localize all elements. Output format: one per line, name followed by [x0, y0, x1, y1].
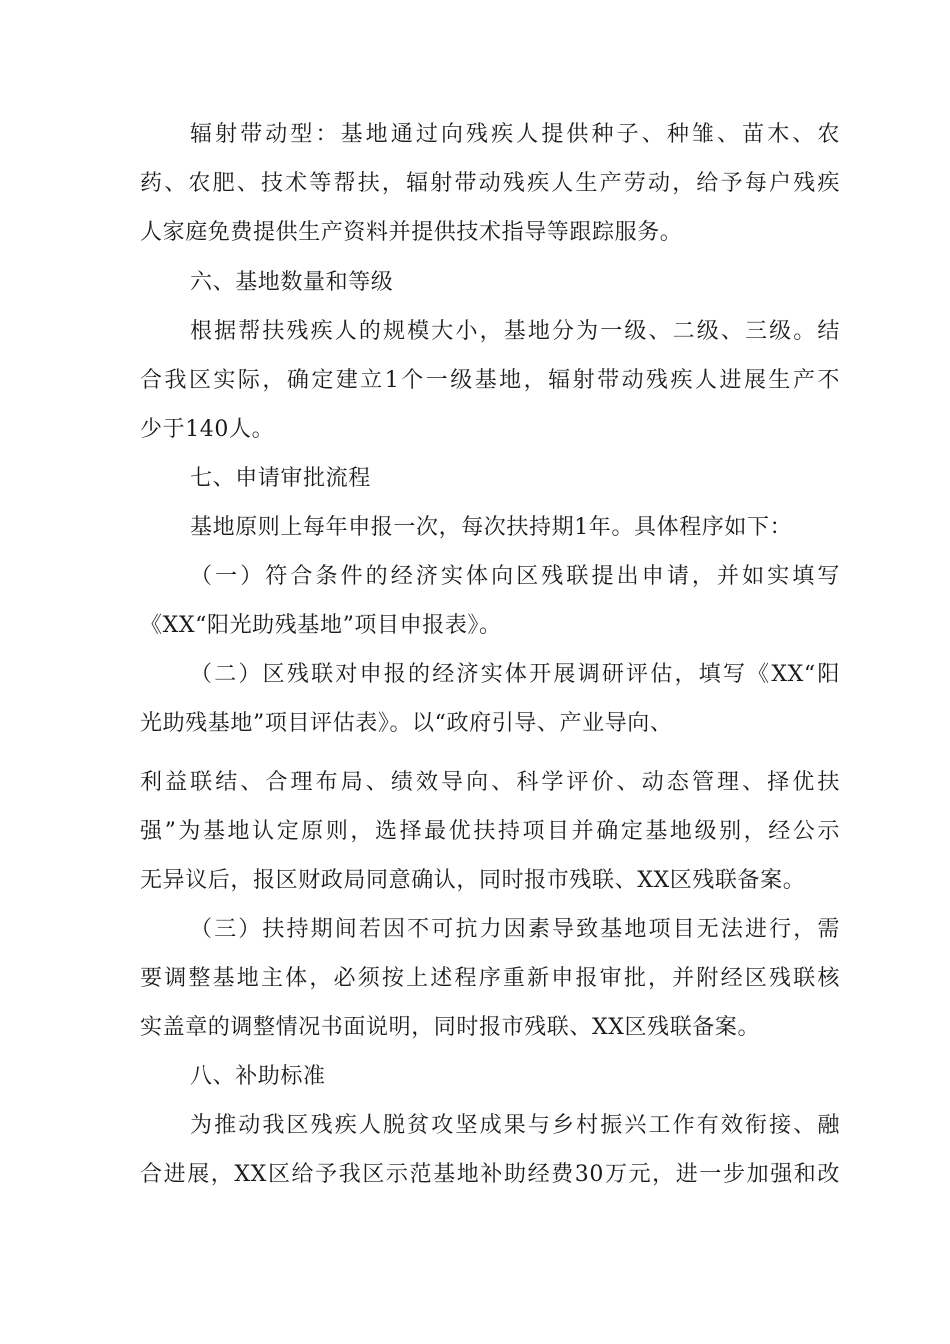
paragraph-line: （三）扶持期间若因不可抗力因素导致基地项目无法进行，需: [190, 917, 840, 942]
paragraph-line: （二）区残联对申报的经济实体开展调研评估，填写《XX“阳: [190, 662, 840, 687]
paragraph-line: 为推动我区残疾人脱贫攻坚成果与乡村振兴工作有效衔接、融: [190, 1113, 840, 1138]
paragraph-line: 人家庭免费提供生产资料并提供技术指导等跟踪服务。: [140, 220, 683, 245]
paragraph-line: 合进展，XX区给予我区示范基地补助经费30万元，进一步加强和改: [140, 1162, 840, 1187]
section-heading: 八、补助标准: [190, 1064, 326, 1089]
section-heading: 六、基地数量和等级: [190, 270, 394, 295]
paragraph-line: 实盖章的调整情况书面说明，同时报市残联、XX区残联备案。: [140, 1015, 761, 1040]
paragraph-line: 药、农肥、技术等帮扶，辐射带动残疾人生产劳动，给予每户残疾: [140, 171, 840, 196]
paragraph-line: 辐射带动型：基地通过向残疾人提供种子、种雏、苗木、农: [190, 122, 840, 147]
paragraph-line: 利益联结、合理布局、绩效导向、科学评价、动态管理、择优扶: [140, 770, 840, 795]
paragraph-line: 合我区实际，确定建立1个一级基地，辐射带动残疾人进展生产不: [140, 368, 840, 393]
section-heading: 七、申请审批流程: [190, 466, 371, 491]
paragraph-line: 《XX“阳光助残基地”项目申报表》。: [140, 613, 502, 638]
paragraph-line: 要调整基地主体，必须按上述程序重新申报审批，并附经区残联核: [140, 966, 840, 991]
paragraph-line: 无异议后，报区财政局同意确认，同时报市残联、XX区残联备案。: [140, 868, 806, 893]
paragraph-line: （一）符合条件的经济实体向区残联提出申请，并如实填写: [190, 564, 840, 589]
paragraph-line: 基地原则上每年申报一次，每次扶持期1年。具体程序如下：: [190, 515, 793, 540]
paragraph-line: 光助残基地”项目评估表》。以“政府引导、产业导向、: [140, 711, 673, 736]
paragraph-line: 强”为基地认定原则，选择最优扶持项目并确定基地级别，经公示: [140, 819, 840, 844]
paragraph-line: 根据帮扶残疾人的规模大小，基地分为一级、二级、三级。结: [190, 319, 840, 344]
paragraph-line: 少于140人。: [140, 417, 275, 442]
